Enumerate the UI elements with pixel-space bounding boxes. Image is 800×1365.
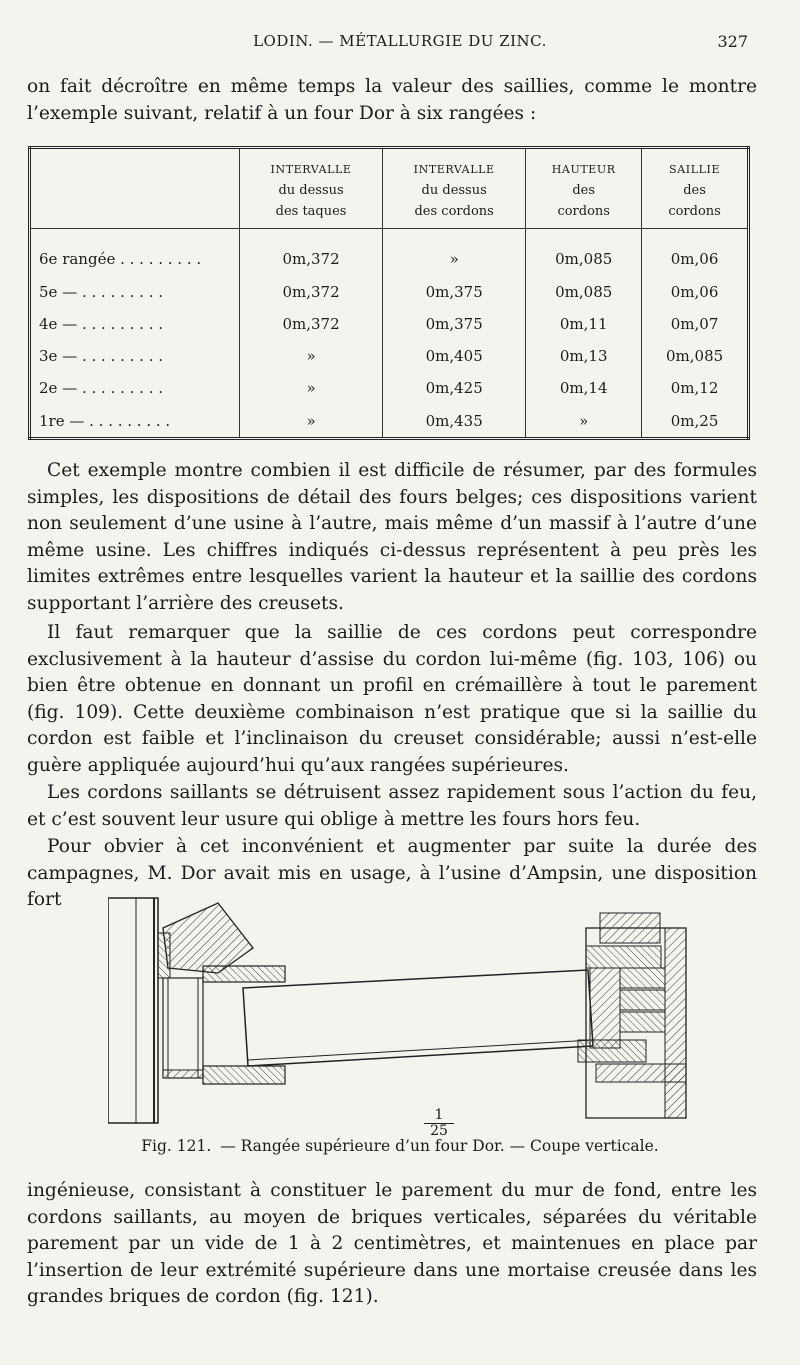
table-row: 2e — . . . . . . . . . » 0m,425 0m,14 0m,12	[30, 372, 749, 404]
paragraph-1: Cet exemple montre combien il est difficile de résumer, par des formules simples, les dispositions de détail des fours belges; ces dispositions varient non seulement d’une usine à l’autre, mais même d’un massif à l’autre d’une même usine. Les chiffres indiqués ci-dessus représentent à peu près les limites extrêmes entre lesquelles varient la hauteur et la saillie des cordons supportant l’arrière des creusets.	[27, 460, 757, 614]
intro-paragraph: on fait décroître en même temps la valeur des saillies, comme le montre l’exemple suivant, relatif à un four Dor à six rangées :	[27, 76, 757, 124]
caption-text: — Rangée supérieure d’un four Dor. — Coupe verticale.	[220, 1137, 659, 1155]
caption-label: Fig. 121.	[141, 1137, 212, 1155]
table-row: 1re — . . . . . . . . . » 0m,435 » 0m,25	[30, 404, 749, 438]
table-row: 3e — . . . . . . . . . » 0m,405 0m,13 0m,085	[30, 340, 749, 372]
page-header	[0, 32, 800, 56]
figure-121-drawing	[108, 888, 688, 1128]
scale-fraction: 1 25	[424, 1108, 454, 1139]
cordon-table	[28, 146, 750, 440]
front-wall	[108, 898, 158, 1123]
paragraph-2: Il faut remarquer que la saillie de ces cordons peut correspondre exclusivement à la hauteur d’assise du cordon lui-même (fig. 103, 106) ou bien être obtenue en donnant un profil en crémaillère à tout le parement (fig. 109). Cette deuxième combinaison n’est pratique que si la saillie du cordon est faible et l’inclinaison du creuset considérable; aussi n’est-elle guère appliquée aujourd’hui qu’aux rangées supérieures.	[27, 622, 757, 776]
table-header-intervalle-cordons: INTERVALLE du dessus des cordons	[383, 148, 526, 229]
table-header-row	[30, 148, 749, 229]
table-row: 4e — . . . . . . . . . 0m,372 0m,375 0m,11 0m,07	[30, 308, 749, 340]
table-header-empty	[30, 148, 240, 229]
closing-paragraph: ingénieuse, consistant à constituer le parement du mur de fond, entre les cordons saillants, au moyen de briques verticales, séparées du véritable parement par un vide de 1 à 2 centimètres, et maintenues en place par l’insertion de leur extrémité supérieure dans une mortaise creusée dans les grandes briques de cordon (fig. 121).	[27, 1180, 757, 1307]
upper-brick	[163, 903, 253, 973]
paragraph-4: Pour obvier à cet inconvénient et augmenter par suite la durée des campagnes, M. Dor avait mis en usage, à l’usine d’Ampsin, une disposition fort	[27, 836, 757, 910]
table-header-intervalle-taques: INTERVALLE du dessus des taques	[240, 148, 383, 229]
paragraph-3: Les cordons saillants se détruisent assez rapidement sous l’action du feu, et c’est souvent leur usure qui oblige à mettre les fours hors feu.	[27, 782, 757, 830]
page-number: 327	[717, 32, 748, 51]
table-row: 5e — . . . . . . . . . 0m,372 0m,375 0m,085 0m,06	[30, 276, 749, 308]
table-row: 6e rangée . . . . . . . . . 0m,372 » 0m,085 0m,06	[30, 229, 749, 277]
top-support	[203, 966, 285, 982]
retort	[243, 970, 593, 1066]
table-header-hauteur: HAUTEUR des cordons	[526, 148, 642, 229]
figure-caption	[0, 1137, 800, 1155]
bottom-support	[203, 1066, 285, 1084]
table-header-saillie: SAILLIE des cordons	[642, 148, 749, 229]
running-title: LODIN. — MÉTALLURGIE DU ZINC.	[253, 32, 547, 50]
